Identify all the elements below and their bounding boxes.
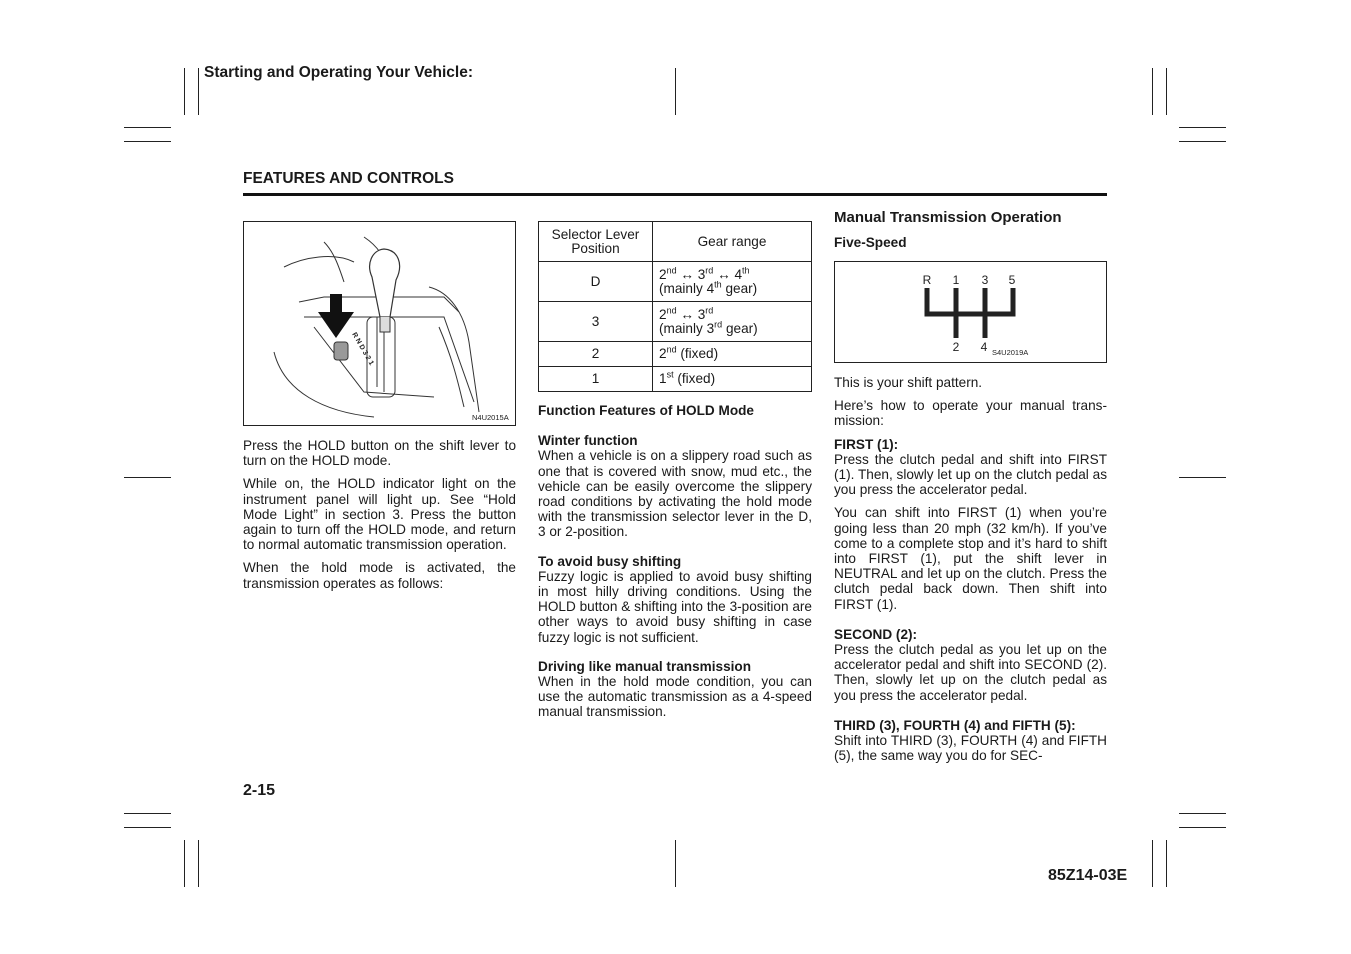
manual-transmission-heading: Manual Transmission Operation [834,209,1062,226]
figure-code: S4U2019A [992,348,1029,357]
gear-text: ↔ 4 [713,266,743,282]
crop-mark [1179,477,1226,478]
five-speed-subheading: Five-Speed [834,235,907,250]
gear-note: (mainly 3 [659,320,715,336]
gear-label-4: 4 [980,340,988,354]
third-fifth-text: Shift into THIRD (3), FOURTH (4) and FIFTH (5), the same way you do for SEC- [834,733,1107,764]
second-gear-text: Press the clutch pedal as you let up on the accelerator pedal and shift into SECOND (2). Then, slowly let up on the clutch pedal as you press the accelerator pedal. [834,642,1107,703]
third-fifth-heading: THIRD (3), FOURTH (4) and FIFTH (5): [834,717,1076,733]
gear-label-r: R [922,273,932,287]
crop-mark [124,813,171,814]
crop-mark [1179,827,1226,828]
shift-pattern-figure [834,261,1107,363]
shift-pattern-diagram [835,262,1106,362]
table-row [539,342,812,367]
gear-suffix: nd [666,344,677,355]
crop-mark [184,840,185,887]
gear-text: 1 [659,371,667,386]
second-gear-heading: SECOND (2): [834,626,918,642]
gear-suffix: nd [666,264,677,275]
crop-mark [198,840,199,887]
first-gear-text: Press the clutch pedal and shift into FIRST (1). Then, slowly let up on the clutch pedal as you press the accelerator pedal. [834,451,1107,498]
gear-suffix: rd [705,304,714,315]
hold-paragraph-1: Press the HOLD button on the shift lever to turn on the HOLD mode. [243,438,516,469]
table-cell-gear-range [653,302,812,342]
table-row [539,367,812,392]
crop-mark [1152,840,1153,887]
gear-suffix: nd [666,304,677,315]
winter-text: When a vehicle is on a slippery road such as one that is covered with snow, mud etc., the vehicle can be easily overcome the slippery road conditions by activating the hold mode with the transmission selector lever in the D, 3 or 2-position. [538,448,812,540]
table-cell-position: 3 [539,302,653,342]
table-cell-gear-range [653,262,812,302]
busy-shifting-heading: To avoid busy shifting [538,553,682,569]
table-cell-position: 2 [539,342,653,367]
gear-suffix: rd [705,264,714,275]
lever-position-letters: R N D 3 2 1 [350,331,375,367]
hold-gear-table [538,221,812,392]
crop-mark [124,127,171,128]
crop-mark [675,68,676,115]
hold-paragraph-3: When the hold mode is activated, the transmission operates as follows: [243,560,516,591]
section-rule [243,193,1107,196]
shift-lever-illustration [244,222,515,425]
crop-mark [1166,68,1167,115]
crop-mark [1166,840,1167,887]
gear-text: ↔ 3 [676,306,706,322]
table-header-gear-range: Gear range [653,222,812,262]
table-header-row [539,222,812,262]
figure-code: N4U2015A [472,413,509,422]
first-gear-text-2: You can shift into FIRST (1) when you’re going less than 20 mph (32 km/h). If you’ve come to a complete stop and it’s hard to shift into FIRST (1), put the shift lever in NEUTRAL and let up on the clutch. Press the clutch pedal back down. Then shift into FIRST (1). [834,505,1107,612]
gear-suffix: rd [714,318,723,329]
table-cell-position: 1 [539,367,653,392]
gear-text: (fixed) [676,346,719,361]
page-number: 2-15 [243,782,276,799]
crop-mark [198,68,199,115]
shift-pattern-text: This is your shift pattern. [834,375,983,390]
gear-suffix: th [742,264,750,275]
how-to-text: Here’s how to operate your manual trans-mission: [834,398,1107,429]
table-cell-position: D [539,262,653,302]
gear-label-2: 2 [952,340,960,354]
crop-mark [184,68,185,115]
table-cell-gear-range [653,367,812,392]
hold-paragraph-2: While on, the HOLD indicator light on the instrument panel will light up. See “Hold Mode Light” in section 3. Press the button again to turn off the HOLD mode, and return to normal automatic transmission operation. [243,476,516,553]
crop-mark [124,141,171,142]
table-header-position: Selector Lever Position [539,222,653,262]
gear-label-3: 3 [981,273,989,287]
hold-features-heading: Function Features of HOLD Mode [538,403,754,418]
gear-text: 2 [659,266,667,282]
document-code: 85Z14-03E [1048,867,1128,884]
crop-mark [1152,68,1153,115]
gear-note: gear) [721,280,758,296]
winter-heading: Winter function [538,433,638,449]
section-title: FEATURES AND CONTROLS [243,170,454,187]
gear-note: gear) [722,320,758,336]
crop-mark [1179,127,1226,128]
crop-mark [675,840,676,887]
gear-text: (fixed) [673,371,716,386]
gear-suffix: th [714,278,722,289]
gear-label-1: 1 [952,273,960,287]
gear-label-5: 5 [1008,273,1016,287]
gear-suffix: st [666,369,674,380]
manual-driving-heading: Driving like manual transmission [538,658,752,674]
crop-mark [124,477,171,478]
crop-mark [124,827,171,828]
table-cell-gear-range [653,342,812,367]
crop-mark [1179,141,1226,142]
gear-text: 2 [659,346,667,361]
busy-shifting-text: Fuzzy logic is applied to avoid busy shifting in most hilly driving conditions. Using the HOLD button & shifting into the 3-position are other ways to avoid busy shifting in case fuzzy logic is not sufficient. [538,568,812,645]
chapter-title: Starting and Operating Your Vehicle: [204,64,474,81]
gear-text: ↔ 3 [676,266,706,282]
table-row [539,302,812,342]
shift-lever-figure [243,221,516,426]
manual-driving-text: When in the hold mode condition, you can use the automatic transmission as a 4-speed manual transmission. [538,674,812,720]
crop-mark [1179,813,1226,814]
gear-text: 2 [659,306,667,322]
table-row [539,262,812,302]
first-gear-heading: FIRST (1): [834,436,899,452]
gear-note: (mainly 4 [659,280,715,296]
